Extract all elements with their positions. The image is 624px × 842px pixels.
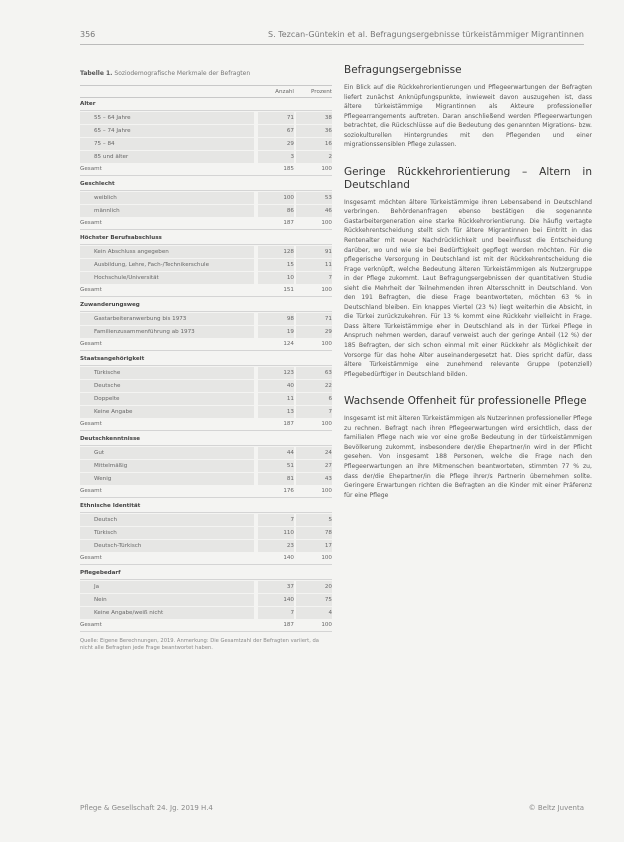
row-percent: 27 bbox=[296, 460, 332, 472]
row-label: Keine Angabe/weiß nicht bbox=[80, 607, 254, 619]
table-row bbox=[80, 514, 332, 526]
page-number: 356 bbox=[80, 30, 96, 39]
total-label: Gesamt bbox=[80, 622, 102, 628]
row-percent: 43 bbox=[296, 473, 332, 485]
row-percent: 7 bbox=[296, 406, 332, 418]
row-count: 3 bbox=[258, 151, 294, 163]
header-rule bbox=[80, 44, 584, 45]
row-count: 10 bbox=[258, 272, 294, 284]
row-count: 98 bbox=[258, 313, 294, 325]
table-total-row bbox=[80, 163, 332, 176]
row-percent: 5 bbox=[296, 514, 332, 526]
table-row bbox=[80, 112, 332, 124]
row-percent: 71 bbox=[296, 313, 332, 325]
table-caption-text: Soziodemografische Merkmale der Befragten bbox=[114, 70, 251, 77]
row-percent: 4 bbox=[296, 607, 332, 619]
row-percent: 16 bbox=[296, 138, 332, 150]
table-row bbox=[80, 125, 332, 137]
row-percent: 36 bbox=[296, 125, 332, 137]
running-title: S. Tezcan-Güntekin et al. Befragungsergebnisse türkeistämmiger Migrantinnen bbox=[268, 30, 584, 39]
row-percent: 75 bbox=[296, 594, 332, 606]
row-percent: 63 bbox=[296, 367, 332, 379]
row-percent: 78 bbox=[296, 527, 332, 539]
column-header-percent: Prozent bbox=[311, 88, 332, 95]
table-body bbox=[80, 98, 332, 632]
row-count: 40 bbox=[258, 380, 294, 392]
table-row bbox=[80, 460, 332, 472]
section-paragraph: Ein Blick auf die Rückkehrorientierungen und Pflegeerwartungen der Befragten liefert zunächst Anknüpfungspunkte, inwieweit davon auszugehen ist, dass ältere türkeistämmige Migrantinnen als Akteure professioneller Pflegearrangements auftreten. Daran anschließend werden Pflegeerwartungen betrachtet, die Rückschlüsse auf die Bedeutung des genannten Migrations- bzw. soziokulturellen Hintergrundes mit den Pflegenden und einer migrationssensiblen Pflege zulassen. bbox=[344, 84, 592, 149]
row-percent: 29 bbox=[296, 326, 332, 338]
table-row bbox=[80, 138, 332, 150]
row-count: 7 bbox=[258, 607, 294, 619]
total-label: Gesamt bbox=[80, 341, 102, 347]
row-percent: 24 bbox=[296, 447, 332, 459]
row-label: weiblich bbox=[80, 192, 254, 204]
row-count: 140 bbox=[258, 594, 294, 606]
page-footer bbox=[80, 804, 584, 814]
total-percent: 100 bbox=[321, 421, 332, 427]
row-count: 123 bbox=[258, 367, 294, 379]
table-row bbox=[80, 473, 332, 485]
table-row bbox=[80, 205, 332, 217]
row-count: 15 bbox=[258, 259, 294, 271]
table-section-heading: Ethnische Identität bbox=[80, 500, 332, 513]
total-count: 124 bbox=[283, 341, 294, 347]
row-label: Türkisch bbox=[80, 527, 254, 539]
total-percent: 100 bbox=[321, 166, 332, 172]
total-label: Gesamt bbox=[80, 555, 102, 561]
section-heading: Wachsende Offenheit für professionelle Pflege bbox=[344, 395, 587, 408]
row-count: 23 bbox=[258, 540, 294, 552]
row-label: Gastarbeiteranwerbung bis 1973 bbox=[80, 313, 254, 325]
table-row bbox=[80, 406, 332, 418]
table-caption-label: Tabelle 1. bbox=[80, 70, 113, 77]
row-percent: 22 bbox=[296, 380, 332, 392]
table-row bbox=[80, 367, 332, 379]
row-label: Wenig bbox=[80, 473, 254, 485]
row-label: Hochschule/Universität bbox=[80, 272, 254, 284]
table-row bbox=[80, 607, 332, 619]
row-count: 44 bbox=[258, 447, 294, 459]
row-count: 71 bbox=[258, 112, 294, 124]
table-row bbox=[80, 380, 332, 392]
total-count: 185 bbox=[283, 166, 294, 172]
row-count: 13 bbox=[258, 406, 294, 418]
row-label: Gut bbox=[80, 447, 254, 459]
table-row bbox=[80, 151, 332, 163]
table-row bbox=[80, 527, 332, 539]
row-label: männlich bbox=[80, 205, 254, 217]
row-label: Kein Abschluss angegeben bbox=[80, 246, 254, 258]
row-label: Ja bbox=[80, 581, 254, 593]
total-count: 151 bbox=[283, 287, 294, 293]
row-count: 29 bbox=[258, 138, 294, 150]
total-percent: 100 bbox=[321, 220, 332, 226]
row-count: 11 bbox=[258, 393, 294, 405]
section-heading: Geringe Rückkehrorientierung – Altern in Deutschland bbox=[344, 165, 592, 191]
table-total-row bbox=[80, 619, 332, 632]
table-row bbox=[80, 540, 332, 552]
row-count: 51 bbox=[258, 460, 294, 472]
total-percent: 100 bbox=[321, 488, 332, 494]
demographics-table bbox=[80, 70, 332, 652]
row-percent: 2 bbox=[296, 151, 332, 163]
total-percent: 100 bbox=[321, 555, 332, 561]
total-label: Gesamt bbox=[80, 287, 102, 293]
total-label: Gesamt bbox=[80, 421, 102, 427]
row-label: Familienzusammenführung ab 1973 bbox=[80, 326, 254, 338]
row-label: Mittelmäßig bbox=[80, 460, 254, 472]
row-count: 100 bbox=[258, 192, 294, 204]
table-row bbox=[80, 326, 332, 338]
total-label: Gesamt bbox=[80, 220, 102, 226]
section-gap bbox=[344, 150, 592, 166]
table-row bbox=[80, 313, 332, 325]
total-label: Gesamt bbox=[80, 166, 102, 172]
page-header bbox=[80, 30, 584, 42]
total-percent: 100 bbox=[321, 622, 332, 628]
row-label: 85 und älter bbox=[80, 151, 254, 163]
row-count: 37 bbox=[258, 581, 294, 593]
total-count: 140 bbox=[283, 555, 294, 561]
row-percent: 38 bbox=[296, 112, 332, 124]
row-count: 81 bbox=[258, 473, 294, 485]
row-label: Nein bbox=[80, 594, 254, 606]
table-section-heading: Alter bbox=[80, 98, 332, 111]
table-total-row bbox=[80, 338, 332, 351]
total-count: 187 bbox=[283, 622, 294, 628]
row-label: Deutsch bbox=[80, 514, 254, 526]
row-count: 110 bbox=[258, 527, 294, 539]
article-text-column bbox=[344, 64, 592, 500]
row-count: 7 bbox=[258, 514, 294, 526]
row-label: 55 – 64 Jahre bbox=[80, 112, 254, 124]
row-percent: 20 bbox=[296, 581, 332, 593]
total-percent: 100 bbox=[321, 287, 332, 293]
table-section-heading: Deutschkenntnisse bbox=[80, 433, 332, 446]
section-heading: Befragungsergebnisse bbox=[344, 64, 462, 76]
table-section-heading: Geschlecht bbox=[80, 178, 332, 191]
table-section-heading: Höchster Berufsabschluss bbox=[80, 232, 332, 245]
table-row bbox=[80, 246, 332, 258]
table-row bbox=[80, 192, 332, 204]
table-note: Quelle: Eigene Berechnungen, 2019. Anmerkung: Die Gesamtzahl der Befragten variiert, da nicht alle Befragten jede Frage beantwortet haben. bbox=[80, 638, 319, 651]
section-paragraph: Insgesamt ist mit älteren Türkeistämmigen als Nutzerinnen professioneller Pflege zu rechnen. Befragt nach ihren Pflegeerwartungen wird ersichtlich, dass der familialen Pflege nach wie vor eine große Bedeutung in der türkeistämmigen Bevölkerung zukommt, insbesondere der/die Ehepartner/in wird in der Pflicht gesehen. Von insgesamt 188 Personen, welche die Frage nach den Pflegeerwartungen an ihre Mitmenschen beantworteten, stimmten 77 % zu, dass der/die Ehepartner/in die Pflege ihrer/s Partnerin übernehmen sollte. Geringere Erwartungen richten die Befragten an die Kinder mit einer Präferenz für eine Pflege bbox=[344, 415, 593, 499]
row-percent: 53 bbox=[296, 192, 332, 204]
footer-journal: Pflege & Gesellschaft 24. Jg. 2019 H.4 bbox=[80, 804, 213, 812]
row-percent: 6 bbox=[296, 393, 332, 405]
table-section-heading: Staatsangehörigkeit bbox=[80, 353, 332, 366]
row-label: Doppelte bbox=[80, 393, 254, 405]
row-percent: 91 bbox=[296, 246, 332, 258]
table-section-heading: Zuwanderungsweg bbox=[80, 299, 332, 312]
table-row bbox=[80, 581, 332, 593]
table-total-row bbox=[80, 552, 332, 565]
table-header-row bbox=[80, 85, 332, 98]
row-label: 75 – 84 bbox=[80, 138, 254, 150]
row-count: 67 bbox=[258, 125, 294, 137]
row-label: Keine Angabe bbox=[80, 406, 254, 418]
total-percent: 100 bbox=[321, 341, 332, 347]
total-count: 187 bbox=[283, 220, 294, 226]
row-count: 19 bbox=[258, 326, 294, 338]
table-row bbox=[80, 272, 332, 284]
footer-publisher: © Beltz Juventa bbox=[528, 804, 584, 812]
table-total-row bbox=[80, 485, 332, 498]
row-label: Deutsche bbox=[80, 380, 254, 392]
table-row bbox=[80, 393, 332, 405]
table-row bbox=[80, 259, 332, 271]
section-paragraph: Insgesamt möchten ältere Türkeistämmige ihren Lebensabend in Deutschland verbringen. Behördenanfragen ebenso bestätigen die sogenannte Gastarbeitergeneration eine starke Rückkehrorientierung. Die häufig vertagte Rückkehrentscheidung stellt sich für ältere Migrantinnen bei Eintritt in das Rentenalter mit neuer Nachdrücklichkeit und beeinflusst die Entscheidung darüber, wo und wie sie bei Bedürftigkeit gepflegt werden möchten. Für die pflegerische Versorgung in Deutschland ist mit der Rückkehrentscheidung die Frage verknüpft, welche Bedeutung älteren Türkeistämmigen als Nutzergruppe in der Pflege zukommt. Laut Befragungsergebnissen der quantitativen Studie sieht die Mehrheit der Teilnehmenden ihren Altersschnitt in Deutschland. Von den 191 Befragten, die diese Frage beantworteten, möchten 63 % in Deutschland bleiben. Ein knappes Viertel (23 %) liegt weiterhin die Absicht, in die Türkei zurückzukehren. Für 13 % kommt eine Rückkehr vielleicht in Frage. Dass ältere Türkeistämmige eher in Deutschland als in der Türkei Pflege in Anspruch nehmen werden, darauf verweist auch der geringe Anteil (12 %) der 185 Befragten, der sich schon einmal mit einer Rückkehr als Möglichkeit der Vorsorge für das hohe Alter auseinandergesetzt hat. Dies spricht dafür, dass ältere Türkeistämmige eine zunehmend relevante Gruppe (potenziell) Pflegebedürftiger in Deutschland bilden. bbox=[344, 198, 592, 378]
total-count: 176 bbox=[283, 488, 294, 494]
row-label: Deutsch-Türkisch bbox=[80, 540, 254, 552]
row-percent: 7 bbox=[296, 272, 332, 284]
table-row bbox=[80, 594, 332, 606]
table-total-row bbox=[80, 284, 332, 297]
total-label: Gesamt bbox=[80, 488, 102, 494]
table-row bbox=[80, 447, 332, 459]
row-percent: 11 bbox=[296, 259, 332, 271]
table-section-heading: Pflegebedarf bbox=[80, 567, 332, 580]
row-count: 128 bbox=[258, 246, 294, 258]
total-count: 187 bbox=[283, 421, 294, 427]
table-total-row bbox=[80, 418, 332, 431]
table-caption bbox=[80, 70, 332, 77]
section-gap bbox=[344, 379, 592, 395]
row-label: Ausbildung, Lehre, Fach-/Technikerschule bbox=[80, 259, 254, 271]
row-percent: 17 bbox=[296, 540, 332, 552]
row-percent: 46 bbox=[296, 205, 332, 217]
table-total-row bbox=[80, 217, 332, 230]
row-label: Türkische bbox=[80, 367, 254, 379]
row-count: 86 bbox=[258, 205, 294, 217]
row-label: 65 – 74 Jahre bbox=[80, 125, 254, 137]
column-header-count: Anzahl bbox=[275, 88, 294, 95]
